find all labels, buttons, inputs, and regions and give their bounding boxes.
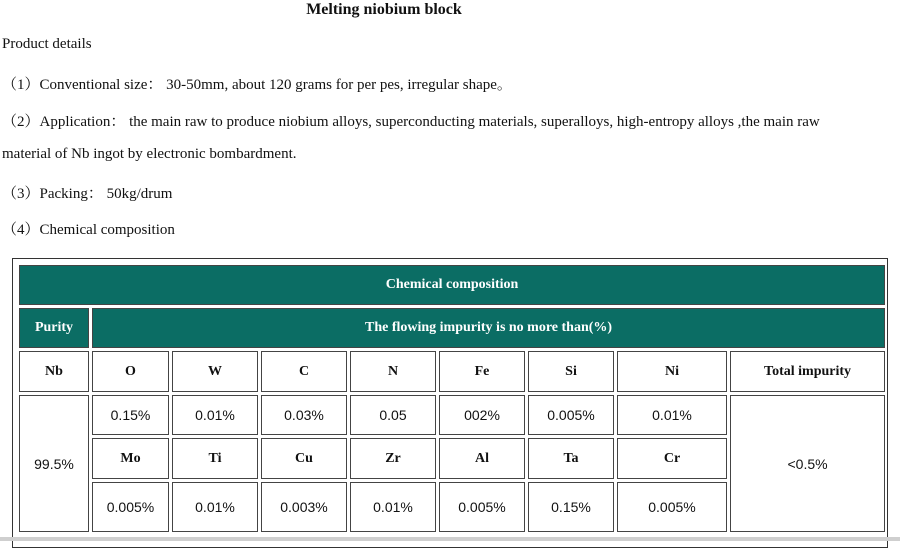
value-cell: 0.005% bbox=[439, 482, 525, 532]
composition-table bbox=[16, 262, 888, 535]
value-cell: 0.005% bbox=[92, 482, 169, 532]
bottom-divider bbox=[0, 537, 900, 541]
details-heading: Product details bbox=[2, 36, 92, 52]
value-cell: 0.01% bbox=[172, 395, 258, 435]
total-impurity-header: Total impurity bbox=[730, 351, 885, 392]
value-cell: 0.01% bbox=[172, 482, 258, 532]
element-cell: C bbox=[261, 351, 347, 392]
value-cell: 0.005% bbox=[528, 395, 614, 435]
element-cell: Si bbox=[528, 351, 614, 392]
total-impurity-value-cell: <0.5% bbox=[730, 395, 885, 532]
application-line: （2）Application： the main raw to produce niobium alloys, superconducting materials, superalloys, high-entropy alloys ,the main raw bbox=[2, 114, 820, 130]
composition-table-frame bbox=[12, 258, 888, 548]
element-cell: O bbox=[92, 351, 169, 392]
element-cell: Fe bbox=[439, 351, 525, 392]
element-cell: N bbox=[350, 351, 436, 392]
impurity-header: The flowing impurity is no more than(%) bbox=[92, 308, 885, 348]
value-cell: 0.15% bbox=[528, 482, 614, 532]
value-cell: 0.05 bbox=[350, 395, 436, 435]
purity-value-cell: 99.5% bbox=[19, 395, 89, 532]
purity-header: Purity bbox=[19, 308, 89, 348]
page-title: Melting niobium block bbox=[306, 1, 462, 18]
application-line-continued: material of Nb ingot by electronic bombardment. bbox=[2, 146, 297, 162]
element-cell: Mo bbox=[92, 438, 169, 479]
value-cell: 0.03% bbox=[261, 395, 347, 435]
value-cell: 002% bbox=[439, 395, 525, 435]
element-cell: Cr bbox=[617, 438, 727, 479]
element-cell: Al bbox=[439, 438, 525, 479]
size-line: （1）Conventional size： 30-50mm, about 120 grams for per pes, irregular shape。 bbox=[2, 77, 512, 93]
element-cell: Ni bbox=[617, 351, 727, 392]
element-cell: W bbox=[172, 351, 258, 392]
value-cell: 0.005% bbox=[617, 482, 727, 532]
element-cell: Ti bbox=[172, 438, 258, 479]
packing-line: （3）Packing： 50kg/drum bbox=[2, 186, 173, 202]
chemical-composition-line: （4）Chemical composition bbox=[2, 222, 175, 238]
element-cell: Ta bbox=[528, 438, 614, 479]
element-cell: Cu bbox=[261, 438, 347, 479]
base-element-cell: Nb bbox=[19, 351, 89, 392]
element-cell: Zr bbox=[350, 438, 436, 479]
value-cell: 0.01% bbox=[617, 395, 727, 435]
table-caption: Chemical composition bbox=[19, 265, 885, 305]
value-cell: 0.01% bbox=[350, 482, 436, 532]
value-cell: 0.003% bbox=[261, 482, 347, 532]
value-cell: 0.15% bbox=[92, 395, 169, 435]
